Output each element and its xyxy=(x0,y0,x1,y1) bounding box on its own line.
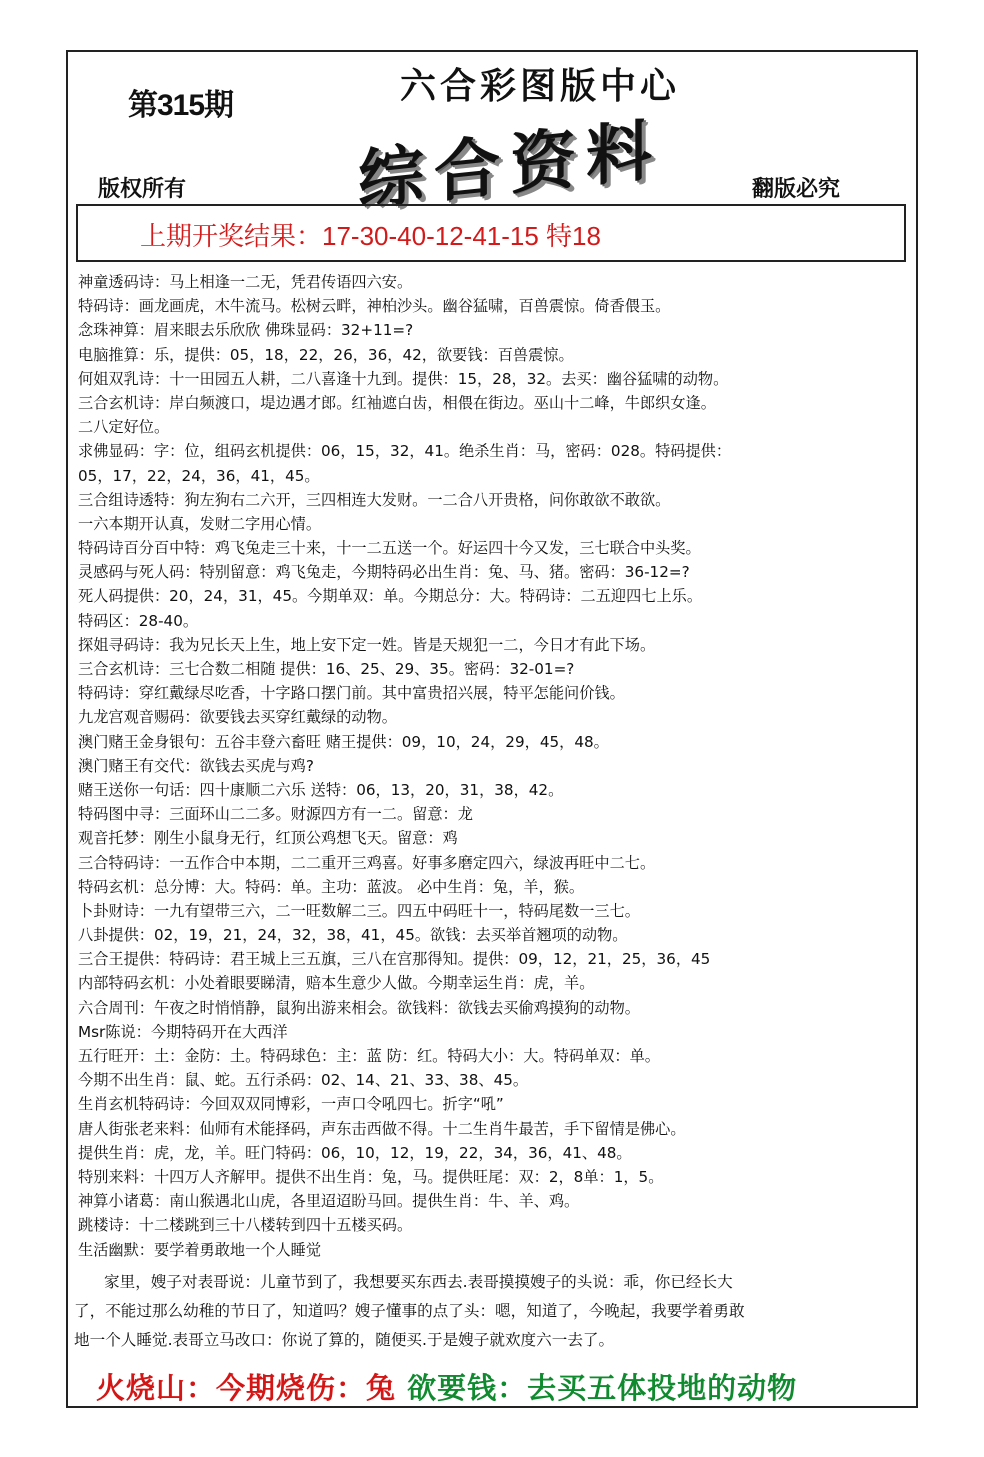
content-line: 神童透码诗：马上相逢一二无，凭君传语四六安。 xyxy=(78,273,413,291)
content-line: 三合特码诗：一五作合中本期，二二重开三鸡喜。好事多磨定四六，绿波再旺中二七。 xyxy=(78,853,656,872)
content-line: 三合玄机诗：岸白频渡口，堤边遇才郎。红袖遮白齿，相偎在街边。巫山十二峰，牛郎织女逢。 xyxy=(78,393,716,412)
footer-money-text: 欲要钱：去买五体投地的动物 xyxy=(407,1371,798,1405)
humor-story xyxy=(74,1268,910,1355)
content-line: 灵感码与死人码：特别留意：鸡飞兔走，今期特码必出生肖：兔、马、猪。密码：36-12=? xyxy=(78,563,690,582)
content-line: 探姐寻码诗：我为兄长天上生，地上安下定一姓。皆是天规犯一二，今日才有此下场。 xyxy=(78,635,656,654)
content-line: Msr陈说：今期特码开在大西洋 xyxy=(78,1022,288,1041)
content-lines xyxy=(78,270,908,1262)
content-line: 特码诗百分百中特：鸡飞兔走三十来，十一二五送一个。好运四十今又发，三七联合中头奖。 xyxy=(78,539,701,558)
story-line: 了，不能过那么幼稚的节日了，知道吗？嫂子懂事的点了头：嗯，知道了，今晚起，我要学着勇敢 xyxy=(74,1302,745,1320)
content-line: 特码图中寻：三面环山二二多。财源四方有一二。留意：龙 xyxy=(78,805,473,824)
last-result-box xyxy=(76,204,906,262)
content-line: 死人码提供：20，24，31，45。今期单双：单。今期总分：大。特码诗：二五迎四七上乐。 xyxy=(78,587,703,606)
content-line: 内部特码玄机：小处着眼要睇清，赔本生意少人做。今期幸运生肖：虎，羊。 xyxy=(78,974,595,993)
content-line: 澳门赌王金身银句：五谷丰登六畜旺 赌王提供：09，10，24，29，45，48。 xyxy=(78,732,609,751)
copyright-left: 版权所有 xyxy=(98,176,187,202)
content-line: 念珠神算：眉来眼去乐欣欣 佛珠显码：32+11=? xyxy=(78,321,414,340)
content-line: 三合王提供：特码诗：君王城上三五旗，三八在宫那得知。提供：09，12，21，25，36，45 xyxy=(78,950,711,969)
content-line: 九龙宫观音赐码：欲要钱去买穿红戴绿的动物。 xyxy=(78,708,397,727)
content-line: 特别来料：十四万人齐解甲。提供不出生肖：兔，马。提供旺尾：双：2，8单：1，5。 xyxy=(78,1167,664,1186)
content-line: 今期不出生肖：鼠、蛇。五行杀码：02、14、21、33、38、45。 xyxy=(78,1071,529,1090)
copyright-right: 翻版必究 xyxy=(752,176,841,202)
main-title: 综合资料 xyxy=(358,110,662,220)
content-line: 观音托梦：刚生小鼠身无行，红顶公鸡想飞天。留意：鸡 xyxy=(78,829,458,848)
content-line: 生活幽默：要学着勇敢地一个人睡觉 xyxy=(78,1240,321,1259)
content-line: 唐人街张老来料：仙师有术能择码，声东击西做不得。十二生肖牛最苦，手下留情是佛心。 xyxy=(78,1119,686,1138)
publisher-title: 六合彩图版中心 xyxy=(399,65,680,107)
content-line: 澳门赌王有交代：欲钱去买虎与鸡? xyxy=(78,756,314,775)
footer-banner xyxy=(96,1366,797,1407)
content-line: 跳楼诗：十二楼跳到三十八楼转到四十五楼买码。 xyxy=(78,1216,413,1235)
footer-burn-text: 火烧山：今期烧伤：兔 xyxy=(96,1371,397,1405)
content-line: 八卦提供：02，19，21，24，32，38，41，45。欲钱：去买举首翘项的动物。 xyxy=(78,926,628,945)
story-line: 地一个人睡觉.表哥立马改口：你说了算的，随便买.于是嫂子就欢度六一去了。 xyxy=(74,1331,615,1349)
content-line: 何姐双乳诗：十一田园五人耕，二八喜逢十九到。提供：15，28，32。去买：幽谷猛啸的动物。 xyxy=(78,369,729,388)
content-line: 特码诗：穿红戴绿尽吃香，十字路口摆门前。其中富贵招兴展，特平怎能问价钱。 xyxy=(78,684,625,703)
content-line: 提供生肖：虎，龙，羊。旺门特码：06，10，12，19，22，34，36，41、48。 xyxy=(78,1143,632,1162)
story-line: 家里，嫂子对表哥说：儿童节到了，我想要买东西去.表哥摸摸嫂子的头说：乖，你已经长大 xyxy=(104,1273,733,1291)
content-line: 二八定好位。 xyxy=(78,418,170,437)
content-line: 六合周刊：午夜之时悄悄静，鼠狗出游来相会。欲钱料：欲钱去买偷鸡摸狗的动物。 xyxy=(78,998,640,1017)
content-line: 特码区：28-40。 xyxy=(78,611,199,630)
content-line: 一六本期开认真，发财二字用心情。 xyxy=(78,514,321,533)
issue-number: 第315期 xyxy=(128,89,234,122)
content-line: 特码诗：画龙画虎，木牛流马。松树云畔，神柏沙头。幽谷猛啸，百兽震惊。倚香偎玉。 xyxy=(78,297,671,316)
content-line: 五行旺开：土：金防：土。特码球色：主：蓝 防：红。特码大小：大。特码单双：单。 xyxy=(78,1047,660,1065)
content-line: 求佛显码：字：位，组码玄机提供：06，15，32，41。绝杀生肖：马，密码：028。特码提供： xyxy=(78,442,732,461)
last-result-text: 上期开奖结果：17-30-40-12-41-15 特18 xyxy=(140,221,601,251)
content-line: 神算小诸葛：南山猴遇北山虎，各里迢迢盼马回。提供生肖：牛、羊、鸡。 xyxy=(78,1192,580,1211)
content-line: 三合组诗透特：狗左狗右二六开，三四相连大发财。一二合八开贵格，问你敢欲不敢欲。 xyxy=(78,490,671,509)
content-line: 赌王送你一句话：四十康顺二六乐 送特：06，13，20，31，38，42。 xyxy=(78,780,564,799)
content-line: 电脑推算：乐，提供：05，18，22，26，36，42，欲要钱：百兽震惊。 xyxy=(78,345,574,364)
content-line: 生肖玄机特码诗：今回双双同博彩，一声口令吼四七。折字“吼” xyxy=(78,1095,504,1114)
content-line: 三合玄机诗：三七合数二相随 提供：16、25、29、35。密码：32-01=? xyxy=(78,660,575,678)
content-line: 05，17，22，24，36，41，45。 xyxy=(78,466,320,485)
content-line: 卜卦财诗：一九有望带三六，二一旺数解二三。四五中码旺十一，特码尾数一三七。 xyxy=(78,901,640,920)
content-line: 特码玄机：总分博：大。特码：单。主功：蓝波。 必中生肖：兔，羊，猴。 xyxy=(78,877,585,896)
